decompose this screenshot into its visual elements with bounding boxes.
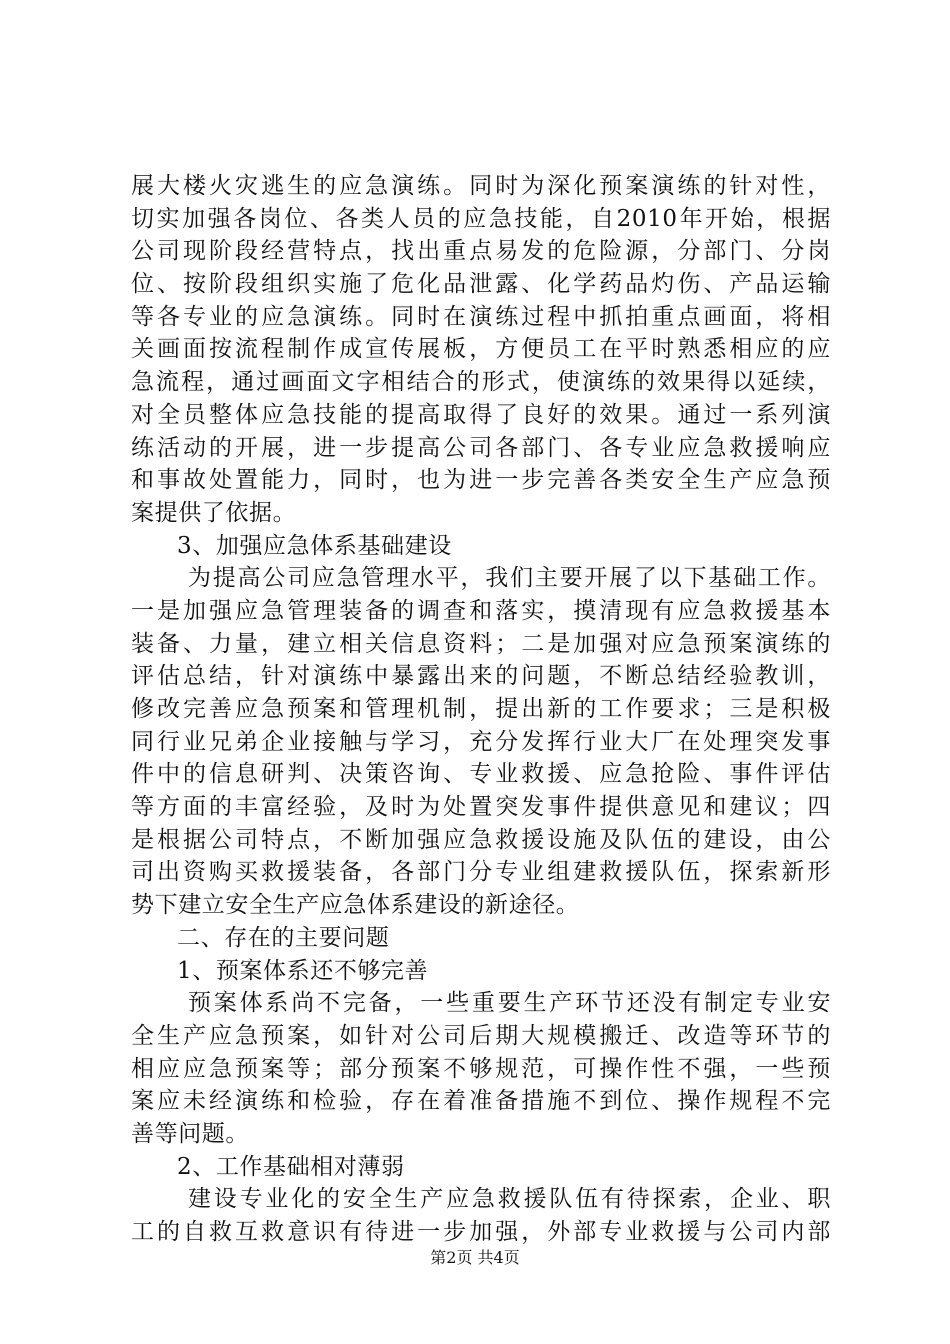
text-line: 修改完善应急预案和管理机制，提出新的工作要求；三是积极 <box>131 696 831 722</box>
text-line: 和事故处置能力，同时，也为进一步完善各类安全生产应急预 <box>131 467 831 494</box>
text-line: 案应未经演练和检验，存在着准备措施不到位、操作规程不完 <box>131 1088 831 1115</box>
text-line: 关画面按流程制作成宣传展板，方便员工在平时熟悉相应的应 <box>131 336 831 363</box>
text-line: 是根据公司特点，不断加强应急救援设施及队伍的建设，由公 <box>131 826 831 853</box>
text-line: 急流程，通过画面文字相结合的形式，使演练的效果得以延续， <box>131 369 831 396</box>
text-line: 等各专业的应急演练。同时在演练过程中抓拍重点画面，将相 <box>131 303 831 330</box>
text-line: 位、按阶段组织实施了危化品泄露、化学药品灼伤、产品运输 <box>131 271 831 298</box>
text-line: 建设专业化的安全生产应急救援队伍有待探索，企业、职 <box>188 1186 831 1213</box>
text-line: 2、工作基础相对薄弱 <box>177 1153 405 1180</box>
text-line: 评估总结，针对演练中暴露出来的问题，不断总结经验教训， <box>131 663 831 690</box>
text-line: 预案体系尚不完备，一些重要生产环节还没有制定专业安 <box>188 990 831 1017</box>
text-line: 等方面的丰富经验，及时为处置突发事件提供意见和建议；四 <box>131 794 831 821</box>
text-line: 对全员整体应急技能的提高取得了良好的效果。通过一系列演 <box>131 401 831 428</box>
text-line: 展大楼火灾逃生的应急演练。同时为深化预案演练的针对性， <box>131 173 831 199</box>
text-line: 件中的信息研判、决策咨询、专业救援、应急抢险、事件评估 <box>131 761 831 788</box>
text-line: 善等问题。 <box>131 1120 249 1147</box>
text-line: 势下建立安全生产应急体系建设的新途径。 <box>131 892 580 919</box>
text-line: 装备、力量，建立相关信息资料；二是加强对应急预案演练的 <box>131 630 831 657</box>
text-line: 为提高公司应急管理水平，我们主要开展了以下基础工作。 <box>188 565 831 592</box>
text-line: 1、预案体系还不够完善 <box>177 957 429 984</box>
text-line: 案提供了依据。 <box>131 499 297 526</box>
text-line: 练活动的开展，进一步提高公司各部门、各专业应急救援响应 <box>131 434 831 461</box>
text-line: 一是加强应急管理装备的调查和落实，摸清现有应急救援基本 <box>131 597 831 624</box>
text-line: 相应应急预案等；部分预案不够规范，可操作性不强，一些预 <box>131 1055 831 1082</box>
document-body <box>131 170 831 1249</box>
text-line: 二、存在的主要问题 <box>177 924 390 951</box>
text-line: 切实加强各岗位、各类人员的应急技能，自2010年开始，根据 <box>131 205 831 232</box>
page-footer: 第2页 共4页 <box>430 1248 520 1267</box>
text-line: 3、加强应急体系基础建设 <box>177 532 452 559</box>
text-line: 同行业兄弟企业接触与学习，充分发挥行业大厂在处理突发事 <box>131 728 831 755</box>
text-line: 公司现阶段经营特点，找出重点易发的危险源，分部门、分岗 <box>131 238 831 265</box>
text-line: 工的自救互救意识有待进一步加强，外部专业救援与公司内部 <box>131 1219 831 1245</box>
text-line: 全生产应急预案，如针对公司后期大规模搬迁、改造等环节的 <box>131 1022 831 1049</box>
text-line: 司出资购买救援装备，各部门分专业组建救援队伍，探索新形 <box>131 859 831 886</box>
